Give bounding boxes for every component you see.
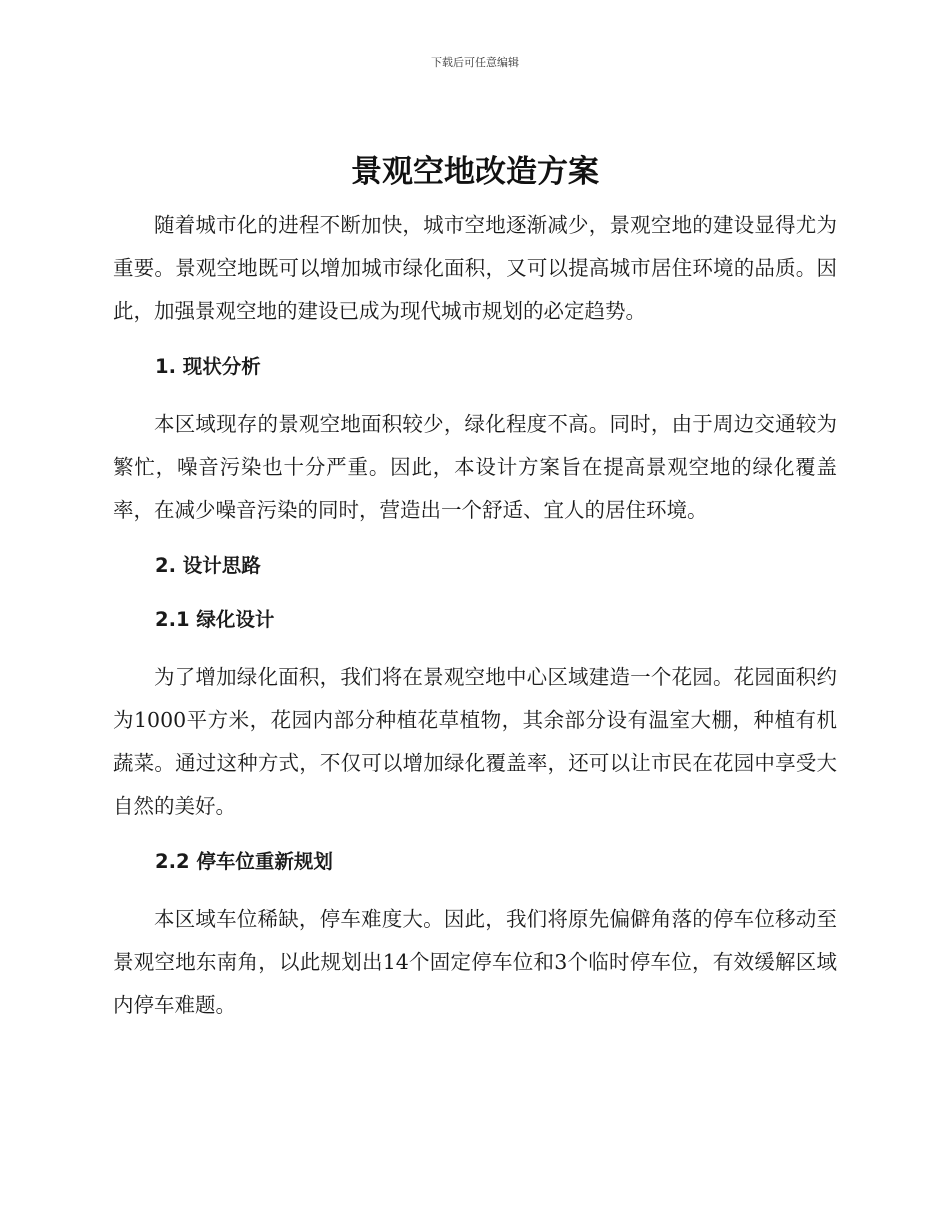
section-body-greening: 为了增加绿化面积，我们将在景观空地中心区域建造一个花园。花园面积约为1000平方米，花园内部分种植花草植物，其余部分设有温室大棚，种植有机蔬菜。通过这种方式，不仅可以增加绿化覆盖率，还可以让市民在花园中享受大自然的美好。 [113,665,837,818]
section-heading-status: 1. 现状分析 [155,355,261,378]
header-note: 下载后可任意编辑 [431,56,519,69]
section-heading-design: 2. 设计思路 [155,554,261,577]
section-heading-greening: 2.1 绿化设计 [155,608,275,631]
section-heading-parking: 2.2 停车位重新规划 [155,850,333,873]
document-content [113,150,837,1027]
section-body-parking: 本区域车位稀缺，停车难度大。因此，我们将原先偏僻角落的停车位移动至景观空地东南角，以此规划出14个固定停车位和3个临时停车位，有效缓解区域内停车难题。 [113,907,837,1017]
document-title: 景观空地改造方案 [351,154,599,190]
section-body-status: 本区域现存的景观空地面积较少，绿化程度不高。同时，由于周边交通较为繁忙，噪音污染也十分严重。因此，本设计方案旨在提高景观空地的绿化覆盖率，在减少噪音污染的同时，营造出一个舒适、宜人的居住环境。 [113,412,837,522]
intro-paragraph: 随着城市化的进程不断加快，城市空地逐渐减少，景观空地的建设显得尤为重要。景观空地既可以增加城市绿化面积，又可以提高城市居住环境的品质。因此，加强景观空地的建设已成为现代城市规划的必定趋势。 [113,213,837,323]
